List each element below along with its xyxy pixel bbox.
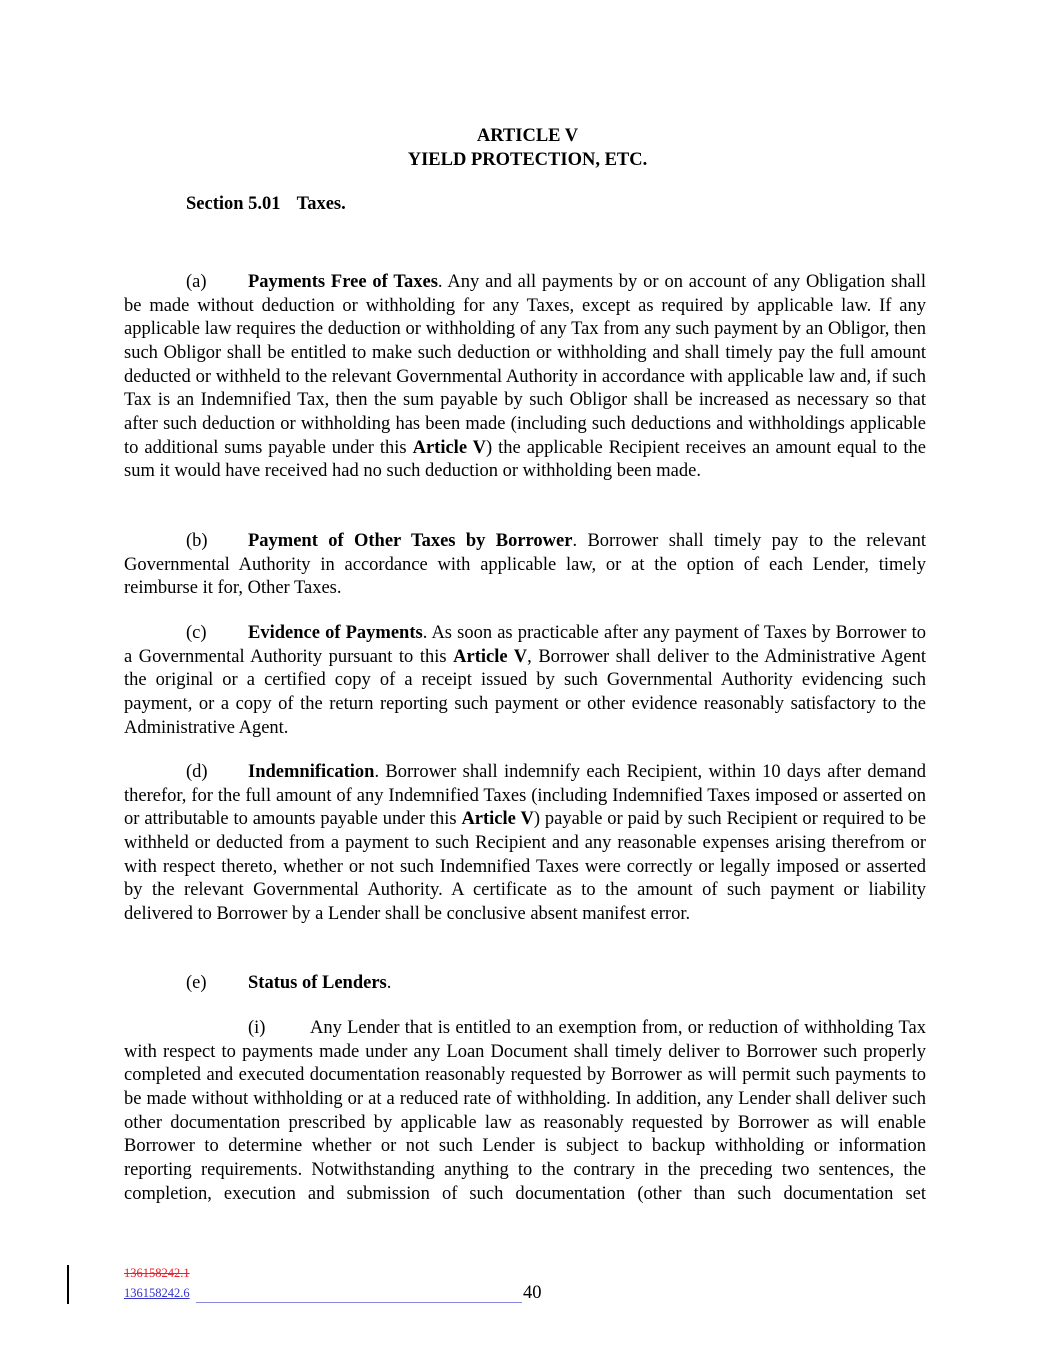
paragraph-text: ) the applicable Recipient receives an amount equal to the sum it would have received had no such deduction or withholding been made.	[124, 437, 926, 482]
section-heading	[186, 193, 346, 217]
paragraph-text: ) payable or paid by such Recipient or required to be withheld or deducted from a payment to such Recipient and any reasonable expenses arising therefrom or with respect thereto, whether or not such Indemnified Taxes were correctly or legally imposed or asserted by the relevant Governmental Authority. A certificate as to the amount of such payment or liability delivered to Borrower by a Lender shall be conclusive absent manifest error.	[124, 809, 926, 924]
article-reference: Article V	[453, 646, 528, 667]
paragraph-text: Any Lender that is entitled to an exemption from, or reduction of withholding Tax with respect to payments made under any Loan Document shall timely deliver to Borrower such properly completed and executed documentation reasonably requested by Borrower as will permit such payments to be made without withholding or at a reduced rate of withholding. In addition, any Lender shall deliver such other documentation prescribed by applicable law as reasonably requested by Borrower as will enable Borrower to determine whether or not such Lender is subject to backup withholding or information reporting requirements. Notwithstanding anything to the contrary in the preceding two sentences, the completion, execution and submission of such documentation (other than such documentation set	[124, 1018, 926, 1204]
paragraph-text: , Borrower shall deliver to the Administrative Agent the original or a certified copy of a receipt issued by such Governmental Authority evidencing such payment, or a copy of the return reporting such payment or other evidence reasonably satisfactory to the Administrative Agent.	[124, 646, 926, 738]
page-number: 40	[523, 1283, 542, 1303]
article-number: ARTICLE V	[476, 126, 579, 146]
paragraph-b	[124, 530, 926, 601]
article-reference: Article V	[412, 437, 487, 458]
paragraph-heading: Indemnification	[248, 762, 375, 782]
paragraph-label: (a)	[186, 272, 207, 292]
paragraph-label: (i)	[248, 1018, 266, 1038]
paragraph-heading: Evidence of Payments	[248, 623, 423, 643]
paragraph-d	[124, 761, 926, 927]
paragraph-text: .	[386, 973, 392, 993]
paragraph-text: . As soon as practicable after any payment of Taxes by Borrower to a Governmental Authority pursuant to this	[124, 623, 926, 667]
paragraph-text: . Borrower shall timely pay to the relevant Governmental Authority in accordance with applicable law, or at the option of each Lender, timely reimburse it for, Other Taxes.	[124, 531, 926, 599]
paragraph-heading: Status of Lenders	[248, 973, 387, 993]
paragraph-text: . Any and all payments by or on account of any Obligation shall be made without deduction or withholding for any Taxes, except as required by applicable law. If any applicable law requires the deduction or withholding of any Tax from any such payment by an Obligor, then such Obligor shall be entitled to make such deduction or withholding and shall timely pay the full amount deducted or withheld to the relevant Governmental Authority in accordance with applicable law and, if such Tax is an Indemnified Tax, then the sum payable by such Obligor shall be increased as necessary so that after such deduction or withholding has been made (including such deductions and withholdings applicable to additional sums payable under this	[124, 272, 926, 458]
paragraph-label: (d)	[186, 762, 208, 782]
section-title: Taxes.	[296, 194, 346, 214]
paragraph-label: (c)	[186, 623, 207, 643]
inserted-underline-rule	[196, 1302, 522, 1303]
paragraph-a	[124, 271, 926, 484]
paragraph-e	[124, 972, 926, 996]
paragraph-label: (e)	[186, 973, 207, 993]
paragraph-heading: Payments Free of Taxes	[248, 272, 438, 292]
deleted-document-id: 136158242.1	[124, 1266, 190, 1280]
inserted-document-id: 136158242.6	[124, 1286, 190, 1300]
paragraph-text: . Borrower shall indemnify each Recipient, within 10 days after demand therefor, for the full amount of any Indemnified Taxes (including Indemnified Taxes imposed or asserted on or attributable to amounts payable under this	[124, 762, 926, 830]
paragraph-c	[124, 622, 926, 740]
article-reference: Article V	[461, 809, 534, 830]
article-title: YIELD PROTECTION, ETC.	[407, 150, 648, 170]
paragraph-label: (b)	[186, 531, 208, 551]
change-bar	[67, 1265, 69, 1304]
paragraph-e-i	[124, 1017, 926, 1206]
paragraph-heading: Payment of Other Taxes by Borrower	[248, 531, 573, 551]
section-number: Section 5.01	[186, 194, 281, 214]
